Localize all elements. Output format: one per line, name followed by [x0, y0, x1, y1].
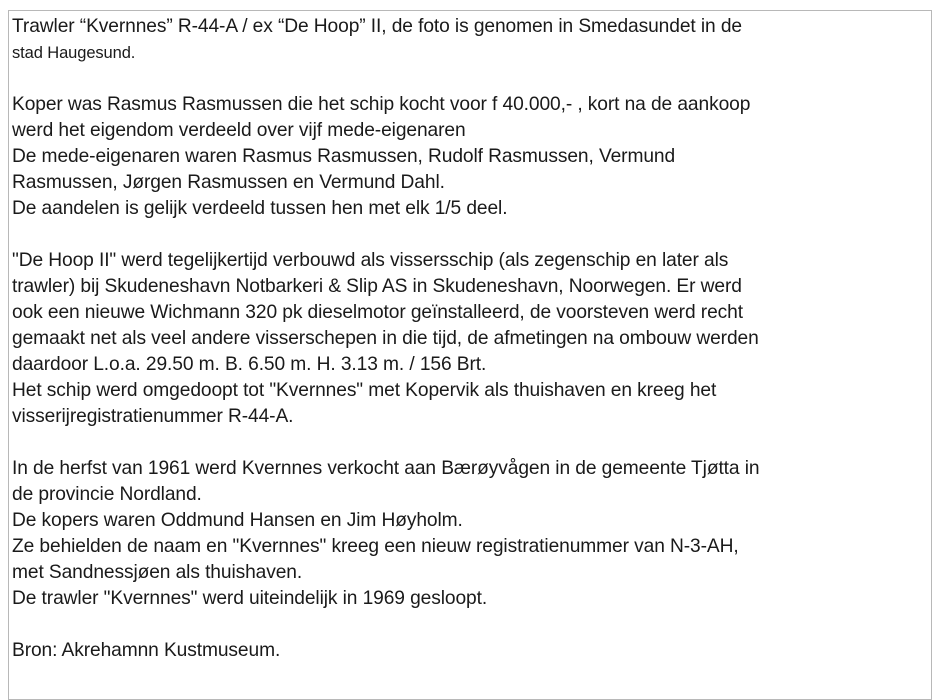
text-line: Koper was Rasmus Rasmussen die het schip kocht voor f 40.000,- , kort na de aankoop: [12, 94, 751, 115]
text-line: "De Hoop II" werd tegelijkertijd verbouwd als vissersschip (als zegenschip en later als: [12, 250, 729, 271]
text-line: daardoor L.o.a. 29.50 m. B. 6.50 m. H. 3.13 m. / 156 Brt.: [12, 354, 487, 375]
text-line: ook een nieuwe Wichmann 320 pk dieselmotor geïnstalleerd, de voorsteven werd recht: [12, 302, 743, 323]
text-line: De trawler "Kvernnes" werd uiteindelijk in 1969 gesloopt.: [12, 588, 488, 609]
text-line: werd het eigendom verdeeld over vijf mede-eigenaren: [12, 120, 466, 141]
text-line: De kopers waren Oddmund Hansen en Jim Høyholm.: [12, 510, 463, 531]
paragraph-photo-caption: [12, 14, 917, 66]
text-line: Trawler “Kvernnes” R-44-A / ex “De Hoop” II, de foto is genomen in Smedasundet in de: [12, 16, 742, 37]
paragraph-sale: [12, 456, 917, 612]
text-line: Rasmussen, Jørgen Rasmussen en Vermund Dahl.: [12, 172, 445, 193]
document-body: [12, 14, 917, 664]
text-line: met Sandnessjøen als thuishaven.: [12, 562, 303, 583]
text-line: Het schip werd omgedoopt tot "Kvernnes" met Kopervik als thuishaven en kreeg het: [12, 380, 717, 401]
text-line: In de herfst van 1961 werd Kvernnes verkocht aan Bærøyvågen in de gemeente Tjøtta in: [12, 458, 760, 479]
text-line: gemaakt net als veel andere visserschepen in die tijd, de afmetingen na ombouw werden: [12, 328, 759, 349]
text-line: Ze behielden de naam en "Kvernnes" kreeg een nieuw registratienummer van N-3-AH,: [12, 536, 739, 557]
text-line: De mede-eigenaren waren Rasmus Rasmussen, Rudolf Rasmussen, Vermund: [12, 146, 676, 167]
text-line: visserijregistratienummer R-44-A.: [12, 406, 294, 427]
text-line: de provincie Nordland.: [12, 484, 202, 505]
text-line: De aandelen is gelijk verdeeld tussen hen met elk 1/5 deel.: [12, 198, 508, 219]
text-line: trawler) bij Skudeneshavn Notbarkeri & Slip AS in Skudeneshavn, Noorwegen. Er werd: [12, 276, 742, 297]
paragraph-buyers: [12, 92, 917, 222]
paragraph-source: [12, 638, 917, 664]
paragraph-conversion: [12, 248, 917, 430]
text-line: stad Haugesund.: [12, 44, 136, 62]
text-line: Bron: Akrehamnn Kustmuseum.: [12, 640, 281, 661]
